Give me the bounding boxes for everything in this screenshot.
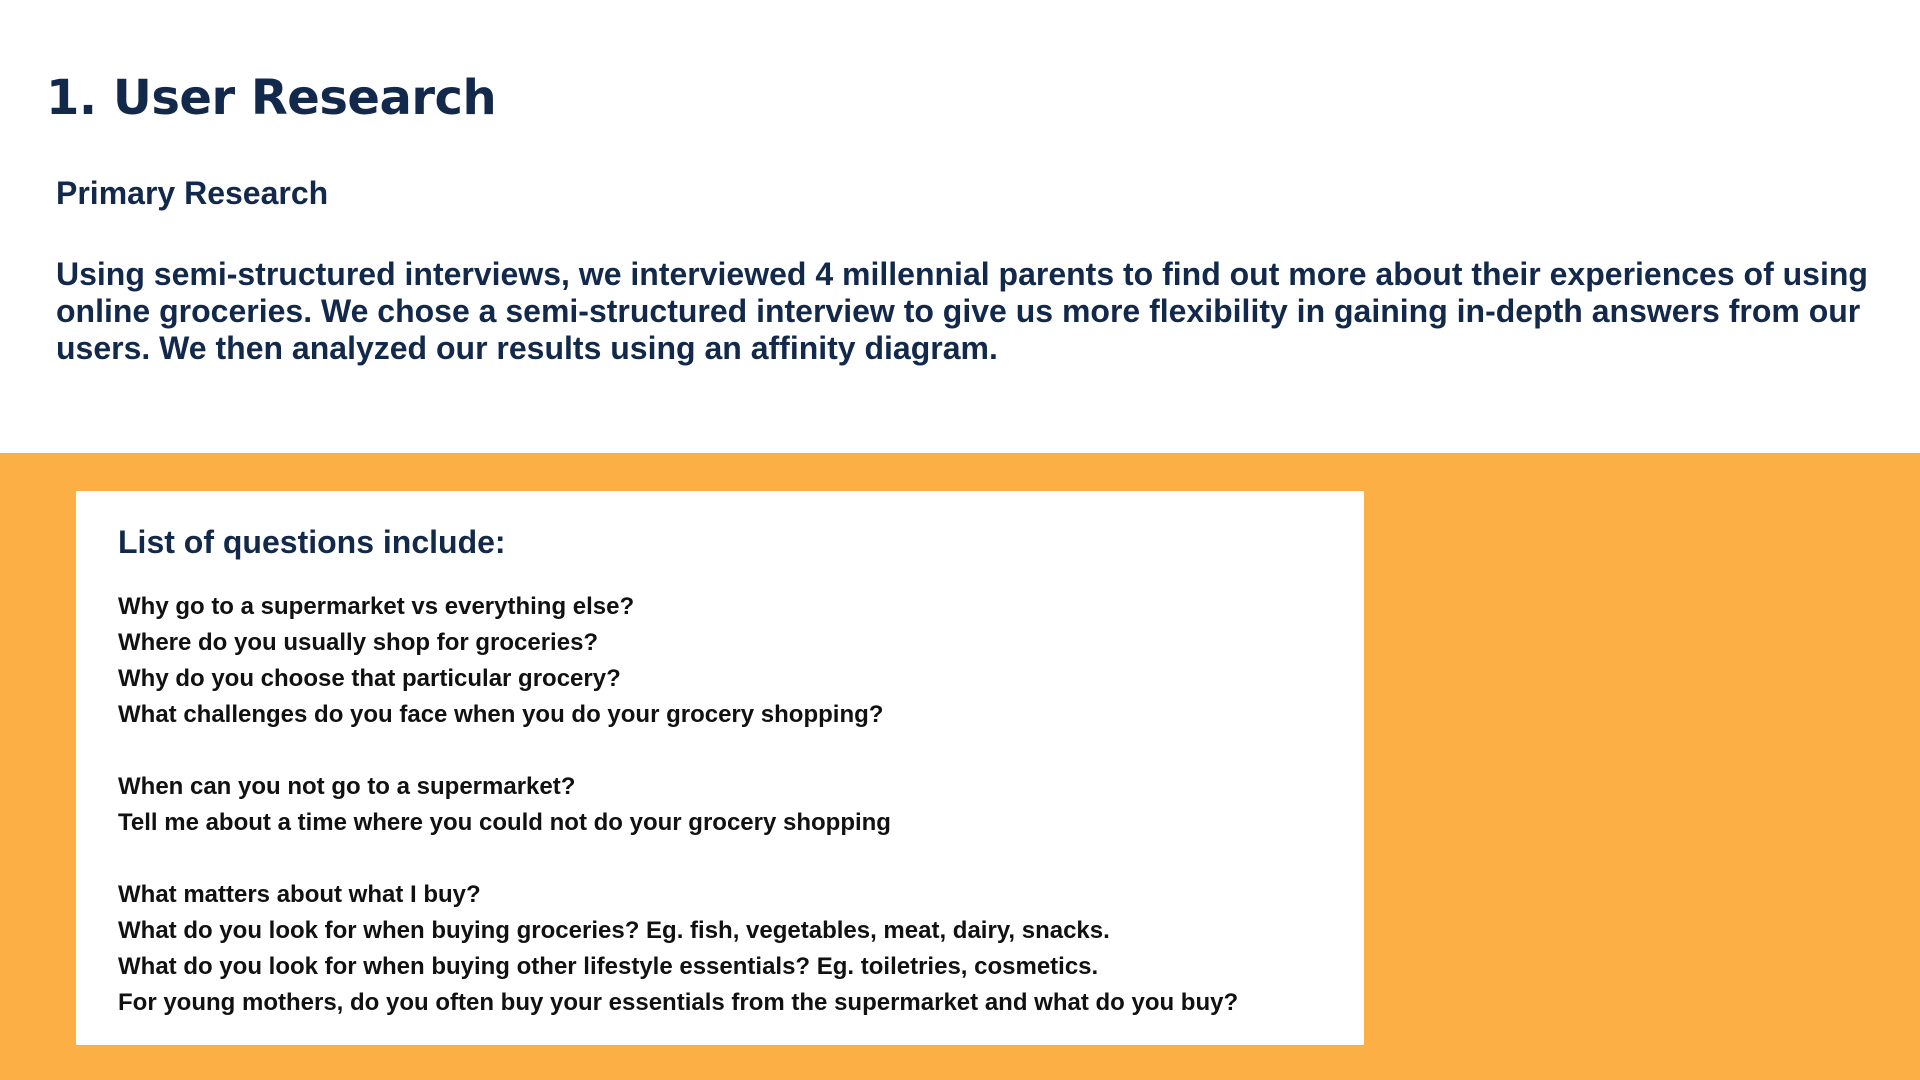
- section-subtitle: Primary Research: [56, 175, 329, 211]
- question-item: What do you look for when buying other lifestyle essentials? Eg. toiletries, cosmetics.: [118, 953, 1099, 980]
- question-item: Why do you choose that particular grocery?: [118, 665, 621, 692]
- question-item: What matters about what I buy?: [118, 881, 481, 908]
- page-title: 1. User Research: [46, 70, 497, 126]
- question-item: For young mothers, do you often buy your essentials from the supermarket and what do you buy?: [118, 989, 1239, 1016]
- question-item: When can you not go to a supermarket?: [118, 773, 576, 800]
- question-item: What do you look for when buying groceries? Eg. fish, vegetables, meat, dairy, snacks.: [118, 917, 1110, 944]
- question-item: Why go to a supermarket vs everything else?: [118, 593, 635, 620]
- question-group: [118, 589, 1322, 733]
- question-item: What challenges do you face when you do your grocery shopping?: [118, 701, 884, 728]
- intro-section: [0, 0, 1920, 453]
- intro-paragraph: Using semi-structured interviews, we interviewed 4 millennial parents to find out more about their experiences of using online groceries. We chose a semi-structured interview to give us more flexibility in gaining in-depth answers from our users. We then analyzed our results using an affinity diagram.: [56, 256, 1868, 366]
- question-group: [118, 877, 1322, 1021]
- question-group: [118, 769, 1322, 841]
- question-item: Tell me about a time where you could not do your grocery shopping: [118, 809, 891, 836]
- questions-card-title: List of questions include:: [118, 524, 506, 560]
- question-item: Where do you usually shop for groceries?: [118, 629, 599, 656]
- questions-card: [76, 491, 1364, 1045]
